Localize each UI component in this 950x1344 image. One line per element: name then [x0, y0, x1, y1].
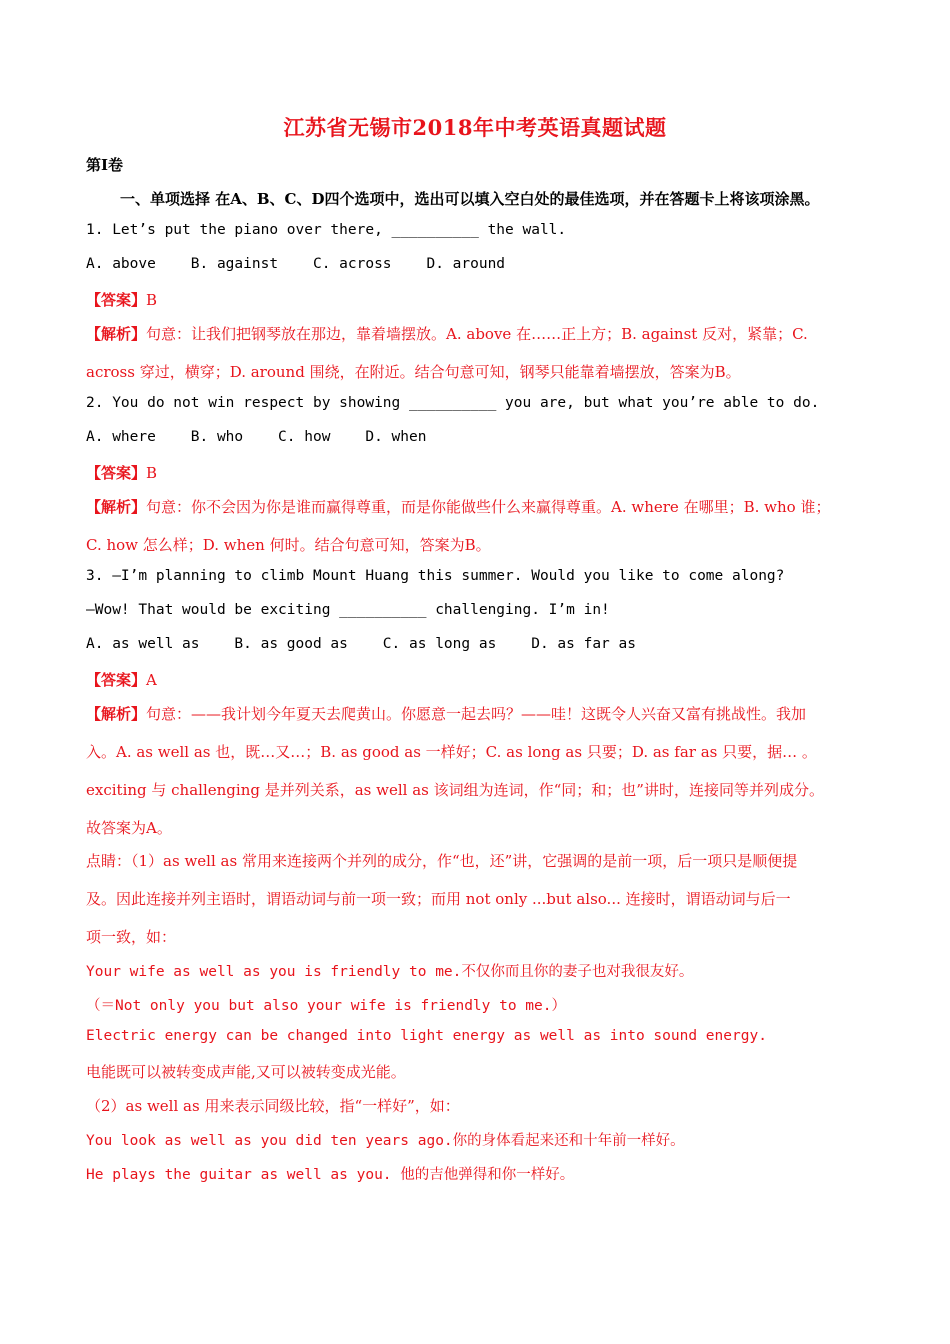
analysis-text: 句意：让我们把钢琴放在那边，靠着墙摆放。A. above 在……正上方；B. against 反对，紧靠；C.	[146, 325, 808, 343]
analysis-text: 句意：——我计划今年夏天去爬黄山。你愿意一起去吗？——哇！这既令人兴奋又富有挑战性。我加	[146, 705, 807, 723]
tip-example: He plays the guitar as well as you. 他的吉他弹得和你一样好。	[86, 1167, 575, 1183]
analysis-text: exciting 与 challenging 是并列关系，as well as 该词组为连词，作“同；和；也”讲时，连接同等并列成分。	[86, 781, 824, 799]
analysis-text: across 穿过，横穿；D. around 围绕，在附近。结合句意可知，钢琴只能靠着墙摆放，答案为B。	[86, 363, 741, 381]
tip-example: Your wife as well as you is friendly to me.不仅你而且你的妻子也对我很友好。	[86, 964, 694, 980]
question-2-analysis	[86, 496, 830, 517]
question-3-options: A. as well as B. as good as C. as long as D. as far as	[86, 636, 636, 652]
tip-line: 及。因此连接并列主语时，谓语动词与前一项一致；而用 not only ...but also... 连接时，谓语动词与后一	[86, 890, 791, 908]
analysis-text: C. how 怎么样；D. when 何时。结合句意可知，答案为B。	[86, 536, 491, 554]
tip-line: 项一致，如：	[86, 928, 177, 946]
answer-label: 【答案】	[86, 671, 147, 689]
analysis-text: 句意：你不会因为你是谁而赢得尊重，而是你能做些什么来赢得尊重。A. where 在哪里；B. who 谁；	[146, 498, 831, 516]
answer-value: B	[146, 291, 158, 309]
analysis-label: 【解析】	[86, 325, 147, 343]
page-title: 江苏省无锡市2018年中考英语真题试题	[283, 115, 667, 140]
answer-label: 【答案】	[86, 291, 147, 309]
analysis-text: 入。A. as well as 也，既…又…；B. as good as 一样好；C. as long as 只要；D. as far as 只要，据… 。	[86, 743, 817, 761]
question-3-stem-response: —Wow! That would be exciting __________ challenging. I’m in!	[86, 602, 610, 618]
question-2-answer	[86, 462, 157, 483]
question-2-stem: 2. You do not win respect by showing __________ you are, but what you’re able to do.	[86, 395, 820, 411]
question-3-stem: 3. —I’m planning to climb Mount Huang this summer. Would you like to come along?	[86, 568, 785, 584]
question-2-options: A. where B. who C. how D. when	[86, 429, 427, 445]
answer-label: 【答案】	[86, 464, 147, 482]
answer-value: B	[146, 464, 158, 482]
answer-value: A	[146, 671, 157, 689]
analysis-label: 【解析】	[86, 498, 147, 516]
analysis-text: 故答案为A。	[86, 819, 172, 837]
question-3-analysis	[86, 703, 806, 724]
tip-example: （＝Not only you but also your wife is friendly to me.）	[86, 998, 566, 1014]
question-1-stem: 1. Let’s put the piano over there, __________ the wall.	[86, 222, 567, 238]
volume-label: 第Ⅰ卷	[86, 156, 124, 174]
question-1-answer	[86, 289, 157, 310]
tip-example: Electric energy can be changed into light energy as well as into sound energy.	[86, 1028, 767, 1044]
tip-line: 点睛：（1）as well as 常用来连接两个并列的成分，作“也，还”讲，它强调的是前一项，后一项只是顺便提	[86, 852, 798, 870]
question-1-analysis	[86, 323, 808, 344]
section-heading: 一、单项选择 在A、B、C、D四个选项中，选出可以填入空白处的最佳选项，并在答题卡上将该项涂黑。	[120, 190, 820, 208]
tip-line: （2）as well as 用来表示同级比较，指“一样好”，如：	[86, 1097, 460, 1115]
question-3-answer	[86, 669, 157, 690]
tip-example: You look as well as you did ten years ago.你的身体看起来还和十年前一样好。	[86, 1133, 685, 1149]
tip-example-translation: 电能既可以被转变成声能,又可以被转变成光能。	[86, 1063, 406, 1081]
question-1-options: A. above B. against C. across D. around	[86, 256, 506, 272]
analysis-label: 【解析】	[86, 705, 147, 723]
